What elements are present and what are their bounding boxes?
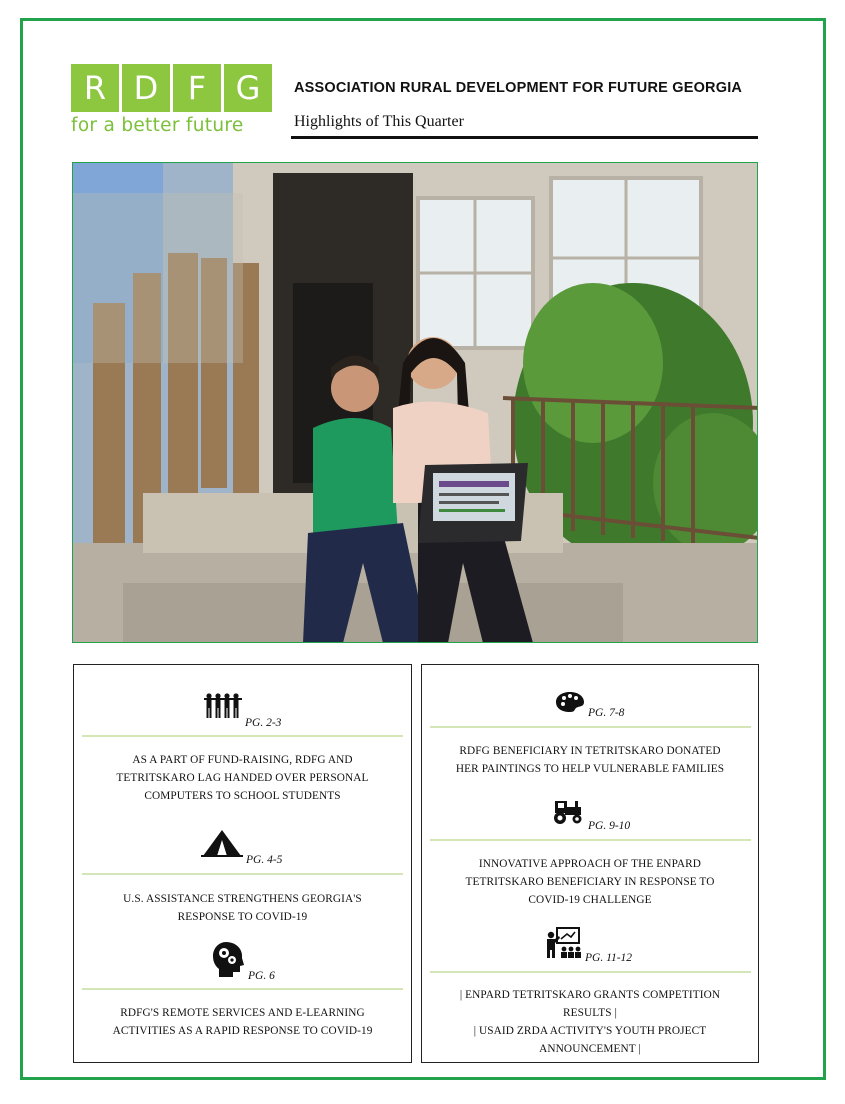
page-reference: PG. 2-3 [245, 717, 282, 729]
page-reference: PG. 9-10 [588, 820, 631, 832]
headline-line: TETRITSKARO LAG HANDED OVER PERSONAL [116, 772, 369, 784]
headline-line: ANNOUNCEMENT | [539, 1043, 641, 1055]
headline [74, 751, 411, 805]
headline [74, 1004, 411, 1040]
logo-letter: D [122, 64, 170, 112]
headline-line: TETRITSKARO BENEFICIARY IN RESPONSE TO [465, 876, 715, 888]
headline-line: ACTIVITIES AS A RAPID RESPONSE TO COVID-19 [112, 1025, 373, 1037]
organization-title: ASSOCIATION RURAL DEVELOPMENT FOR FUTURE GEORGIA [294, 80, 743, 96]
palette-icon [555, 691, 585, 713]
headline-line: RDFG BENEFICIARY IN TETRITSKARO DONATED [459, 745, 721, 757]
headline [422, 855, 758, 909]
tent-icon [201, 828, 243, 858]
section-divider [82, 735, 403, 737]
headline-line: AS A PART OF FUND-RAISING, RDFG AND [132, 754, 353, 766]
section-divider [430, 726, 751, 728]
page-reference: PG. 4-5 [246, 854, 283, 866]
people-icon [204, 693, 242, 719]
section-divider [430, 971, 751, 973]
page-reference: PG. 11-12 [585, 952, 633, 964]
headline-line: COVID-19 CHALLENGE [528, 894, 652, 906]
cover-photo [72, 162, 758, 643]
headline [422, 986, 758, 1058]
tractor-icon [551, 799, 583, 825]
page-reference: PG. 6 [248, 970, 275, 982]
newsletter-subtitle: Highlights of This Quarter [294, 113, 464, 130]
logo-letter: F [173, 64, 221, 112]
headline-line: HER PAINTINGS TO HELP VULNERABLE FAMILIES [455, 763, 725, 775]
section-divider [82, 873, 403, 875]
headline-line: RESPONSE TO COVID-19 [177, 911, 308, 923]
highlights-box-right [421, 664, 759, 1063]
headline-line: RDFG'S REMOTE SERVICES AND E-LEARNING [120, 1007, 365, 1019]
logo-letter: R [71, 64, 119, 112]
presentation-icon [545, 927, 581, 959]
section-divider [430, 839, 751, 841]
subtitle-underline [291, 136, 758, 139]
headline-line: INNOVATIVE APPROACH OF THE ENPARD [478, 858, 702, 870]
headline-line: RESULTS | [563, 1007, 617, 1019]
page-reference: PG. 7-8 [588, 707, 625, 719]
headline-line: | ENPARD TETRITSKARO GRANTS COMPETITION [459, 989, 721, 1001]
headline [74, 890, 411, 926]
rdfg-logo [71, 64, 272, 136]
headline-line: | USAID ZRDA ACTIVITY'S YOUTH PROJECT [473, 1025, 707, 1037]
section-divider [82, 988, 403, 990]
logo-letter: G [224, 64, 272, 112]
highlights-box-left [73, 664, 412, 1063]
headline-line: U.S. ASSISTANCE STRENGTHENS GEORGIA'S [123, 893, 362, 905]
logo-tagline: for a better future [71, 115, 244, 136]
headline [422, 742, 758, 778]
head-gears-icon [212, 941, 244, 977]
headline-line: COMPUTERS TO SCHOOL STUDENTS [144, 790, 341, 802]
